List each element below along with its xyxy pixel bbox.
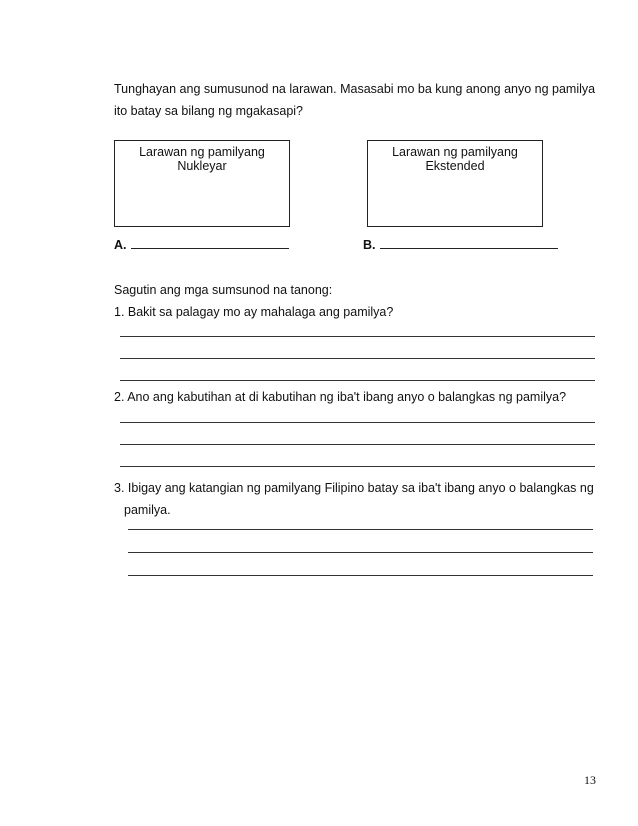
intro-paragraph <box>114 78 604 122</box>
nuclear-caption-line-2: Nukleyar <box>177 159 227 173</box>
answer-a <box>114 236 289 252</box>
answer-a-blank[interactable] <box>131 236 289 249</box>
answer-b <box>363 236 558 252</box>
page-number: 13 <box>584 773 596 787</box>
answer-line[interactable] <box>120 336 595 337</box>
answer-line[interactable] <box>120 380 595 381</box>
instructions: Sagutin ang mga sumsunod na tanong: <box>114 283 333 297</box>
extended-caption-line-2: Ekstended <box>425 159 485 173</box>
answer-line[interactable] <box>128 552 593 553</box>
nuclear-box-caption <box>115 141 289 173</box>
answer-line[interactable] <box>120 358 595 359</box>
nuclear-caption-line-1: Larawan ng pamilyang <box>139 145 265 159</box>
question-1: 1. Bakit sa palagay mo ay mahalaga ang pamilya? <box>114 305 394 319</box>
answer-line[interactable] <box>120 466 595 467</box>
extended-caption-line-1: Larawan ng pamilyang <box>392 145 518 159</box>
extended-family-picture-box <box>367 140 543 227</box>
answer-b-blank[interactable] <box>380 236 558 249</box>
answer-a-label: A. <box>114 238 127 252</box>
question-3-line-2: pamilya. <box>124 503 171 517</box>
intro-line-1: Tunghayan ang sumusunod na larawan. Masasabi mo ba kung anong anyo ng pamilya <box>114 82 596 96</box>
answer-line[interactable] <box>128 575 593 576</box>
question-3-line-1: 3. Ibigay ang katangian ng pamilyang Filipino batay sa iba't ibang anyo o balangkas ng <box>114 481 594 495</box>
intro-line-2: ito batay sa bilang ng mgakasapi? <box>114 104 304 118</box>
answer-line[interactable] <box>128 529 593 530</box>
question-2: 2. Ano ang kabutihan at di kabutihan ng iba't ibang anyo o balangkas ng pamilya? <box>114 390 567 404</box>
answer-line[interactable] <box>120 444 595 445</box>
extended-box-caption <box>368 141 542 173</box>
nuclear-family-picture-box <box>114 140 290 227</box>
question-3 <box>114 477 604 521</box>
answer-b-label: B. <box>363 238 376 252</box>
answer-line[interactable] <box>120 422 595 423</box>
